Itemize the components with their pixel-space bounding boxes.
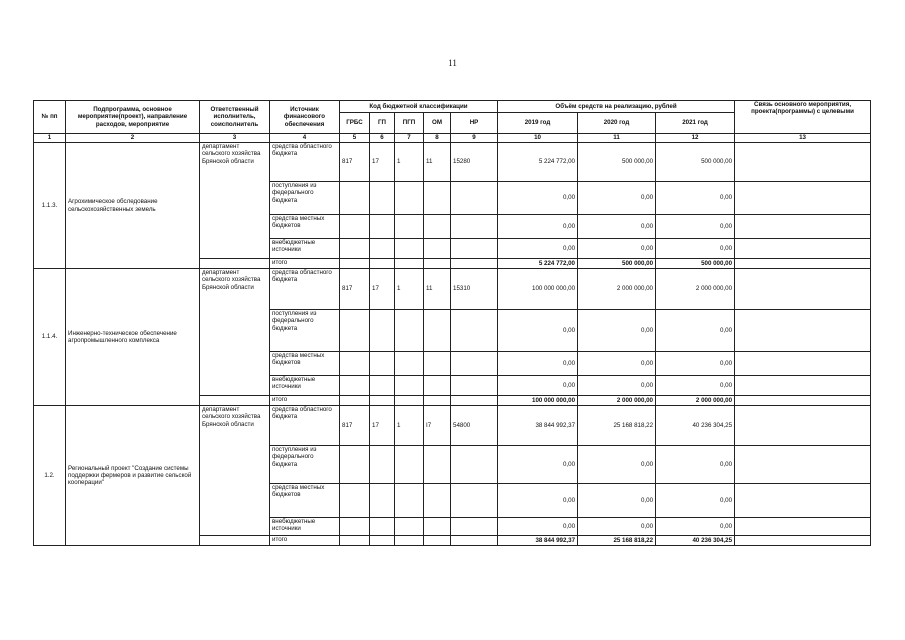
link-cell	[735, 352, 871, 376]
responsible-executor-empty	[200, 396, 270, 406]
code-nr	[451, 376, 498, 396]
item-number: 1.2.	[34, 406, 66, 546]
funding-source: итого	[270, 396, 340, 406]
amount-2019: 0,00	[498, 484, 578, 518]
column-number: 12	[656, 134, 735, 143]
header-source: Источник финансового обеспечения	[270, 101, 340, 134]
funding-source: внебюджетные источники	[270, 518, 340, 536]
amount-2021: 0,00	[656, 376, 735, 396]
amount-2020: 0,00	[578, 446, 656, 484]
column-number: 6	[370, 134, 395, 143]
budget-table	[33, 100, 871, 546]
amount-2019: 100 000 000,00	[498, 269, 578, 310]
column-number: 1	[34, 134, 66, 143]
column-number: 3	[200, 134, 270, 143]
header-y2019: 2019 год	[498, 113, 578, 134]
code-pgp	[395, 376, 424, 396]
code-pgp	[395, 352, 424, 376]
amount-2019: 5 224 772,00	[498, 259, 578, 269]
column-number: 7	[395, 134, 424, 143]
amount-2020: 0,00	[578, 239, 656, 259]
amount-2019: 0,00	[498, 352, 578, 376]
code-om	[424, 446, 451, 484]
header-gp: ГП	[370, 113, 395, 134]
funding-source: поступления из федерального бюджета	[270, 182, 340, 215]
code-gp	[370, 536, 395, 546]
header-num: № пп	[34, 101, 66, 134]
item-number: 1.1.3.	[34, 143, 66, 269]
link-cell	[735, 182, 871, 215]
item-number: 1.1.4.	[34, 269, 66, 406]
header-pgp: ПГП	[395, 113, 424, 134]
code-pgp	[395, 215, 424, 239]
code-pgp: 1	[395, 143, 424, 182]
item-name: Инженерно-техническое обеспечение агропромышленного комплекса	[66, 269, 200, 406]
amount-2020: 2 000 000,00	[578, 269, 656, 310]
code-gp	[370, 396, 395, 406]
code-gp: 17	[370, 406, 395, 446]
code-pgp	[395, 182, 424, 215]
code-om	[424, 259, 451, 269]
code-pgp	[395, 310, 424, 352]
code-om	[424, 484, 451, 518]
code-om	[424, 536, 451, 546]
code-pgp: 1	[395, 269, 424, 310]
header-name: Подпрограмма, основное мероприятие(проект), направление расходов, мероприятие	[66, 101, 200, 134]
amount-2019: 38 844 992,37	[498, 406, 578, 446]
amount-2020: 25 168 818,22	[578, 536, 656, 546]
code-pgp	[395, 259, 424, 269]
code-om	[424, 352, 451, 376]
code-gp	[370, 446, 395, 484]
amount-2021: 0,00	[656, 484, 735, 518]
code-gp	[370, 239, 395, 259]
amount-2021: 0,00	[656, 215, 735, 239]
funding-source: внебюджетные источники	[270, 376, 340, 396]
header-nr: НР	[451, 113, 498, 134]
amount-2021: 500 000,00	[656, 259, 735, 269]
code-pgp	[395, 536, 424, 546]
code-grbs	[340, 182, 370, 215]
table-row	[34, 406, 871, 446]
amount-2021: 40 236 304,25	[656, 406, 735, 446]
column-number: 13	[735, 134, 871, 143]
code-pgp: 1	[395, 406, 424, 446]
funding-source: средства областного бюджета	[270, 269, 340, 310]
amount-2019: 0,00	[498, 376, 578, 396]
amount-2021: 0,00	[656, 239, 735, 259]
responsible-executor-empty	[200, 259, 270, 269]
code-grbs: 817	[340, 406, 370, 446]
code-nr	[451, 259, 498, 269]
code-grbs	[340, 518, 370, 536]
amount-2021: 0,00	[656, 182, 735, 215]
amount-2021: 2 000 000,00	[656, 396, 735, 406]
header-grbs: ГРБС	[340, 113, 370, 134]
header-y2021: 2021 год	[656, 113, 735, 134]
code-nr	[451, 239, 498, 259]
header-om: ОМ	[424, 113, 451, 134]
code-nr	[451, 536, 498, 546]
amount-2021: 500 000,00	[656, 143, 735, 182]
code-nr: 15310	[451, 269, 498, 310]
header-budget-code: Код бюджетной классификации	[340, 101, 498, 113]
code-om: 11	[424, 269, 451, 310]
funding-source: итого	[270, 536, 340, 546]
code-nr	[451, 396, 498, 406]
amount-2021: 0,00	[656, 352, 735, 376]
amount-2019: 0,00	[498, 310, 578, 352]
amount-2021: 0,00	[656, 310, 735, 352]
amount-2019: 38 844 992,37	[498, 536, 578, 546]
amount-2019: 0,00	[498, 215, 578, 239]
code-nr	[451, 352, 498, 376]
code-om	[424, 182, 451, 215]
link-cell	[735, 484, 871, 518]
code-pgp	[395, 446, 424, 484]
code-gp	[370, 310, 395, 352]
table-row	[34, 143, 871, 182]
code-om	[424, 376, 451, 396]
code-pgp	[395, 484, 424, 518]
code-grbs	[340, 484, 370, 518]
amount-2019: 5 224 772,00	[498, 143, 578, 182]
table-row	[34, 269, 871, 310]
code-grbs	[340, 259, 370, 269]
header-link: Связь основного мероприятия, проекта(программы) с целевыми	[735, 101, 871, 134]
code-nr	[451, 310, 498, 352]
funding-source: средства областного бюджета	[270, 406, 340, 446]
code-grbs: 817	[340, 143, 370, 182]
amount-2019: 100 000 000,00	[498, 396, 578, 406]
amount-2020: 25 168 818,22	[578, 406, 656, 446]
column-number: 4	[270, 134, 340, 143]
code-nr	[451, 215, 498, 239]
funding-source: поступления из федерального бюджета	[270, 310, 340, 352]
column-number: 10	[498, 134, 578, 143]
code-om	[424, 215, 451, 239]
amount-2020: 0,00	[578, 376, 656, 396]
funding-source: средства областного бюджета	[270, 143, 340, 182]
link-cell	[735, 269, 871, 310]
amount-2020: 0,00	[578, 215, 656, 239]
funding-source: средства местных бюджетов	[270, 215, 340, 239]
funding-source: средства местных бюджетов	[270, 484, 340, 518]
link-cell	[735, 376, 871, 396]
code-nr	[451, 518, 498, 536]
responsible-executor: департамент сельского хозяйства Брянской области	[200, 269, 270, 396]
responsible-executor: департамент сельского хозяйства Брянской области	[200, 143, 270, 259]
code-grbs	[340, 239, 370, 259]
code-grbs	[340, 446, 370, 484]
link-cell	[735, 310, 871, 352]
amount-2021: 0,00	[656, 518, 735, 536]
link-cell	[735, 446, 871, 484]
code-gp	[370, 215, 395, 239]
header-y2020: 2020 год	[578, 113, 656, 134]
code-gp	[370, 182, 395, 215]
code-grbs	[340, 352, 370, 376]
link-cell	[735, 259, 871, 269]
code-nr: 15280	[451, 143, 498, 182]
column-number: 9	[451, 134, 498, 143]
amount-2019: 0,00	[498, 182, 578, 215]
responsible-executor: департамент сельского хозяйства Брянской области	[200, 406, 270, 536]
link-cell	[735, 536, 871, 546]
code-grbs	[340, 310, 370, 352]
code-pgp	[395, 239, 424, 259]
item-name: Агрохимическое обследование сельскохозяйственных земель	[66, 143, 200, 269]
funding-source: средства местных бюджетов	[270, 352, 340, 376]
amount-2019: 0,00	[498, 518, 578, 536]
amount-2021: 2 000 000,00	[656, 269, 735, 310]
code-om	[424, 396, 451, 406]
code-gp	[370, 259, 395, 269]
amount-2020: 0,00	[578, 484, 656, 518]
code-gp	[370, 376, 395, 396]
code-gp	[370, 484, 395, 518]
link-cell	[735, 396, 871, 406]
header-responsible: Ответственный исполнитель, соисполнитель	[200, 101, 270, 134]
amount-2021: 0,00	[656, 446, 735, 484]
funding-source: поступления из федерального бюджета	[270, 446, 340, 484]
code-gp: 17	[370, 143, 395, 182]
amount-2020: 2 000 000,00	[578, 396, 656, 406]
page-number: 11	[448, 58, 457, 68]
column-number: 5	[340, 134, 370, 143]
code-nr	[451, 484, 498, 518]
amount-2019: 0,00	[498, 239, 578, 259]
code-om	[424, 518, 451, 536]
amount-2019: 0,00	[498, 446, 578, 484]
link-cell	[735, 239, 871, 259]
header-volume: Объём средств на реализацию, рублей	[498, 101, 735, 113]
code-grbs: 817	[340, 269, 370, 310]
amount-2020: 0,00	[578, 182, 656, 215]
responsible-executor-empty	[200, 536, 270, 546]
column-number: 2	[66, 134, 200, 143]
column-number-row	[34, 134, 871, 143]
code-om	[424, 310, 451, 352]
code-nr	[451, 182, 498, 215]
link-cell	[735, 215, 871, 239]
amount-2020: 0,00	[578, 352, 656, 376]
code-om: 11	[424, 143, 451, 182]
code-grbs	[340, 215, 370, 239]
column-number: 11	[578, 134, 656, 143]
code-pgp	[395, 518, 424, 536]
funding-source: итого	[270, 259, 340, 269]
item-name: Региональный проект "Создание системы поддержки фермеров и развитие сельской кооперации"	[66, 406, 200, 546]
column-number: 8	[424, 134, 451, 143]
amount-2020: 500 000,00	[578, 259, 656, 269]
code-om: I7	[424, 406, 451, 446]
code-gp	[370, 518, 395, 536]
amount-2020: 500 000,00	[578, 143, 656, 182]
link-cell	[735, 143, 871, 182]
code-grbs	[340, 376, 370, 396]
code-nr	[451, 446, 498, 484]
code-grbs	[340, 536, 370, 546]
code-om	[424, 239, 451, 259]
code-pgp	[395, 396, 424, 406]
code-gp	[370, 352, 395, 376]
amount-2021: 40 236 304,25	[656, 536, 735, 546]
amount-2020: 0,00	[578, 518, 656, 536]
code-nr: 54800	[451, 406, 498, 446]
code-grbs	[340, 396, 370, 406]
funding-source: внебюджетные источники	[270, 239, 340, 259]
link-cell	[735, 518, 871, 536]
link-cell	[735, 406, 871, 446]
amount-2020: 0,00	[578, 310, 656, 352]
code-gp: 17	[370, 269, 395, 310]
